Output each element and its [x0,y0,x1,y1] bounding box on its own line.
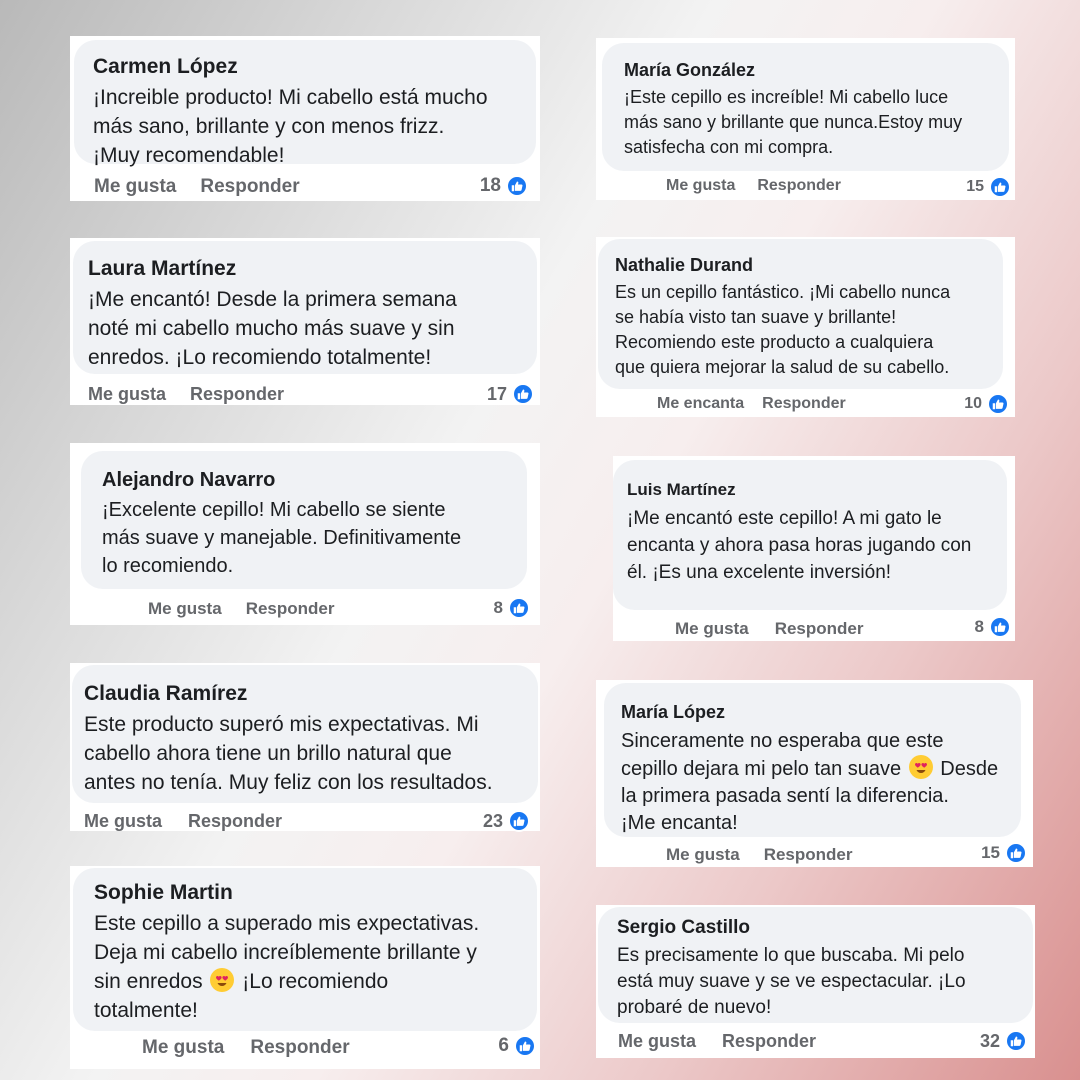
comment-text: Este producto superó mis expectativas. Mi cabello ahora tiene un brillo natural que antes no tenía. Muy feliz con los resultados. [84,713,493,794]
like-count: 15 [966,178,984,195]
thumbs-up-icon [1005,842,1027,864]
comment-author[interactable]: Nathalie Durand [615,255,754,275]
comment-actions [94,176,300,198]
comment-actions [666,177,841,195]
comment-author[interactable]: Luis Martínez [627,480,736,499]
reaction-count[interactable] [980,1030,1027,1052]
heart-eyes-emoji-icon [909,755,933,779]
heart-eyes-emoji-icon [210,968,234,992]
reply-button[interactable]: Responder [188,811,283,831]
comment-author[interactable]: Sergio Castillo [617,917,751,938]
like-count: 18 [479,175,501,196]
comment-text: Este cepillo a superado mis expectativas. Deja mi cabello increíblemente brillante y sin enredos ¡Lo recomiendo totalmente! [94,912,480,1022]
comment-bubble [598,239,1003,389]
comment-card [70,238,540,405]
like-count: 6 [498,1035,509,1056]
comment-text: Sinceramente no esperaba que este cepillo dejara mi pelo tan suave Desde la primera pasada sentí la diferencia. ¡Me encanta! [621,730,999,834]
reply-button[interactable]: Responder [722,1031,817,1051]
reaction-count[interactable] [981,842,1027,864]
like-button[interactable]: Me gusta [666,845,740,864]
comment-bubble [74,40,536,167]
like-button[interactable]: Me gusta [94,176,177,197]
comment-author[interactable]: María López [621,702,726,722]
reaction-count[interactable] [964,393,1009,415]
comment-card [70,866,540,1069]
reply-button[interactable]: Responder [200,176,300,197]
reaction-count[interactable] [494,597,530,619]
like-count: 15 [981,843,1000,862]
comment-card [70,36,540,201]
reply-button[interactable]: Responder [757,177,841,194]
reply-button[interactable]: Responder [763,845,853,864]
comment-actions [84,811,282,832]
comment-text: ¡Increible producto! Mi cabello está mucho más sano, brillante y con menos frizz. ¡Muy recomendable! [93,86,488,167]
comment-card [596,38,1015,200]
thumbs-up-icon [514,1035,536,1057]
comment-text: ¡Este cepillo es increíble! Mi cabello luce más sano y brillante que nunca.Estoy muy satisfecha con mi compra. [624,87,963,157]
comment-text: Es un cepillo fantástico. ¡Mi cabello nunca se había visto tan suave y brillante! Recomiendo este producto a cualquiera que quiera mejorar la salud de su cabello. [615,282,951,377]
comment-actions [675,619,863,639]
comment-card [596,680,1033,867]
like-button[interactable]: Me gusta [618,1031,697,1051]
thumbs-up-icon [512,383,534,405]
comment-bubble [604,683,1021,837]
comment-text: ¡Me encantó este cepillo! A mi gato le encanta y ahora pasa horas jugando con él. ¡Es una excelente inversión! [627,508,972,583]
reaction-count[interactable] [487,383,534,405]
like-count: 8 [974,617,984,636]
like-button[interactable]: Me gusta [675,619,749,638]
comment-card [596,237,1015,417]
thumbs-up-icon [506,175,528,197]
like-count: 23 [482,810,503,831]
like-count: 32 [979,1030,1000,1051]
thumbs-up-icon [987,393,1009,415]
reply-button[interactable]: Responder [250,1037,350,1058]
comment-bubble [613,460,1007,610]
thumbs-up-icon [1005,1030,1027,1052]
thumbs-up-icon [508,810,530,832]
comment-bubble [598,907,1033,1023]
comment-bubble [73,241,537,374]
like-button[interactable]: Me gusta [666,177,736,194]
like-button[interactable]: Me gusta [88,384,167,404]
comment-author[interactable]: Alejandro Navarro [102,469,276,491]
comment-actions [142,1037,350,1059]
comment-author[interactable]: Claudia Ramírez [84,682,248,705]
reaction-count[interactable] [480,175,528,197]
comment-text: ¡Excelente cepillo! Mi cabello se siente más suave y manejable. Definitivamente lo recomiendo. [102,499,462,577]
comment-author[interactable]: María González [624,60,756,80]
thumbs-up-icon [508,597,530,619]
thumbs-up-icon [989,616,1011,638]
thumbs-up-icon [989,176,1011,198]
comment-text: Es precisamente lo que buscaba. Mi pelo está muy suave y se ve espectacular. ¡Lo probaré de nuevo! [617,945,966,1018]
comment-actions [618,1031,816,1052]
like-count: 10 [964,395,982,412]
like-count: 17 [486,383,507,404]
like-button[interactable]: Me gusta [84,811,163,831]
comment-card [596,905,1035,1058]
comment-text: ¡Me encantó! Desde la primera semana noté mi cabello mucho más suave y sin enredos. ¡Lo recomiendo totalmente! [88,288,457,369]
comment-actions [148,599,334,619]
reply-button[interactable]: Responder [774,619,864,638]
like-button[interactable]: Me gusta [148,599,222,618]
like-count: 8 [493,598,503,617]
comment-bubble [73,868,537,1031]
comment-author[interactable]: Laura Martínez [88,257,237,280]
reply-button[interactable]: Responder [762,395,846,412]
reply-button[interactable]: Responder [190,384,285,404]
comment-author[interactable]: Sophie Martin [94,881,233,904]
comment-author[interactable]: Carmen López [93,55,238,78]
reaction-count[interactable] [483,810,530,832]
reaction-count[interactable] [966,176,1011,198]
comment-bubble [72,665,538,803]
comment-bubble [602,43,1009,171]
reaction-count[interactable] [975,616,1011,638]
reply-button[interactable]: Responder [245,599,335,618]
comment-card [70,663,540,831]
comment-actions [657,395,846,413]
like-button[interactable]: Me encanta [657,395,745,412]
comment-card [70,443,540,625]
reaction-count[interactable] [498,1035,536,1057]
comment-card [613,456,1015,641]
like-button[interactable]: Me gusta [142,1037,225,1058]
comment-actions [666,845,852,865]
comment-bubble [81,451,527,589]
comment-actions [88,384,284,405]
